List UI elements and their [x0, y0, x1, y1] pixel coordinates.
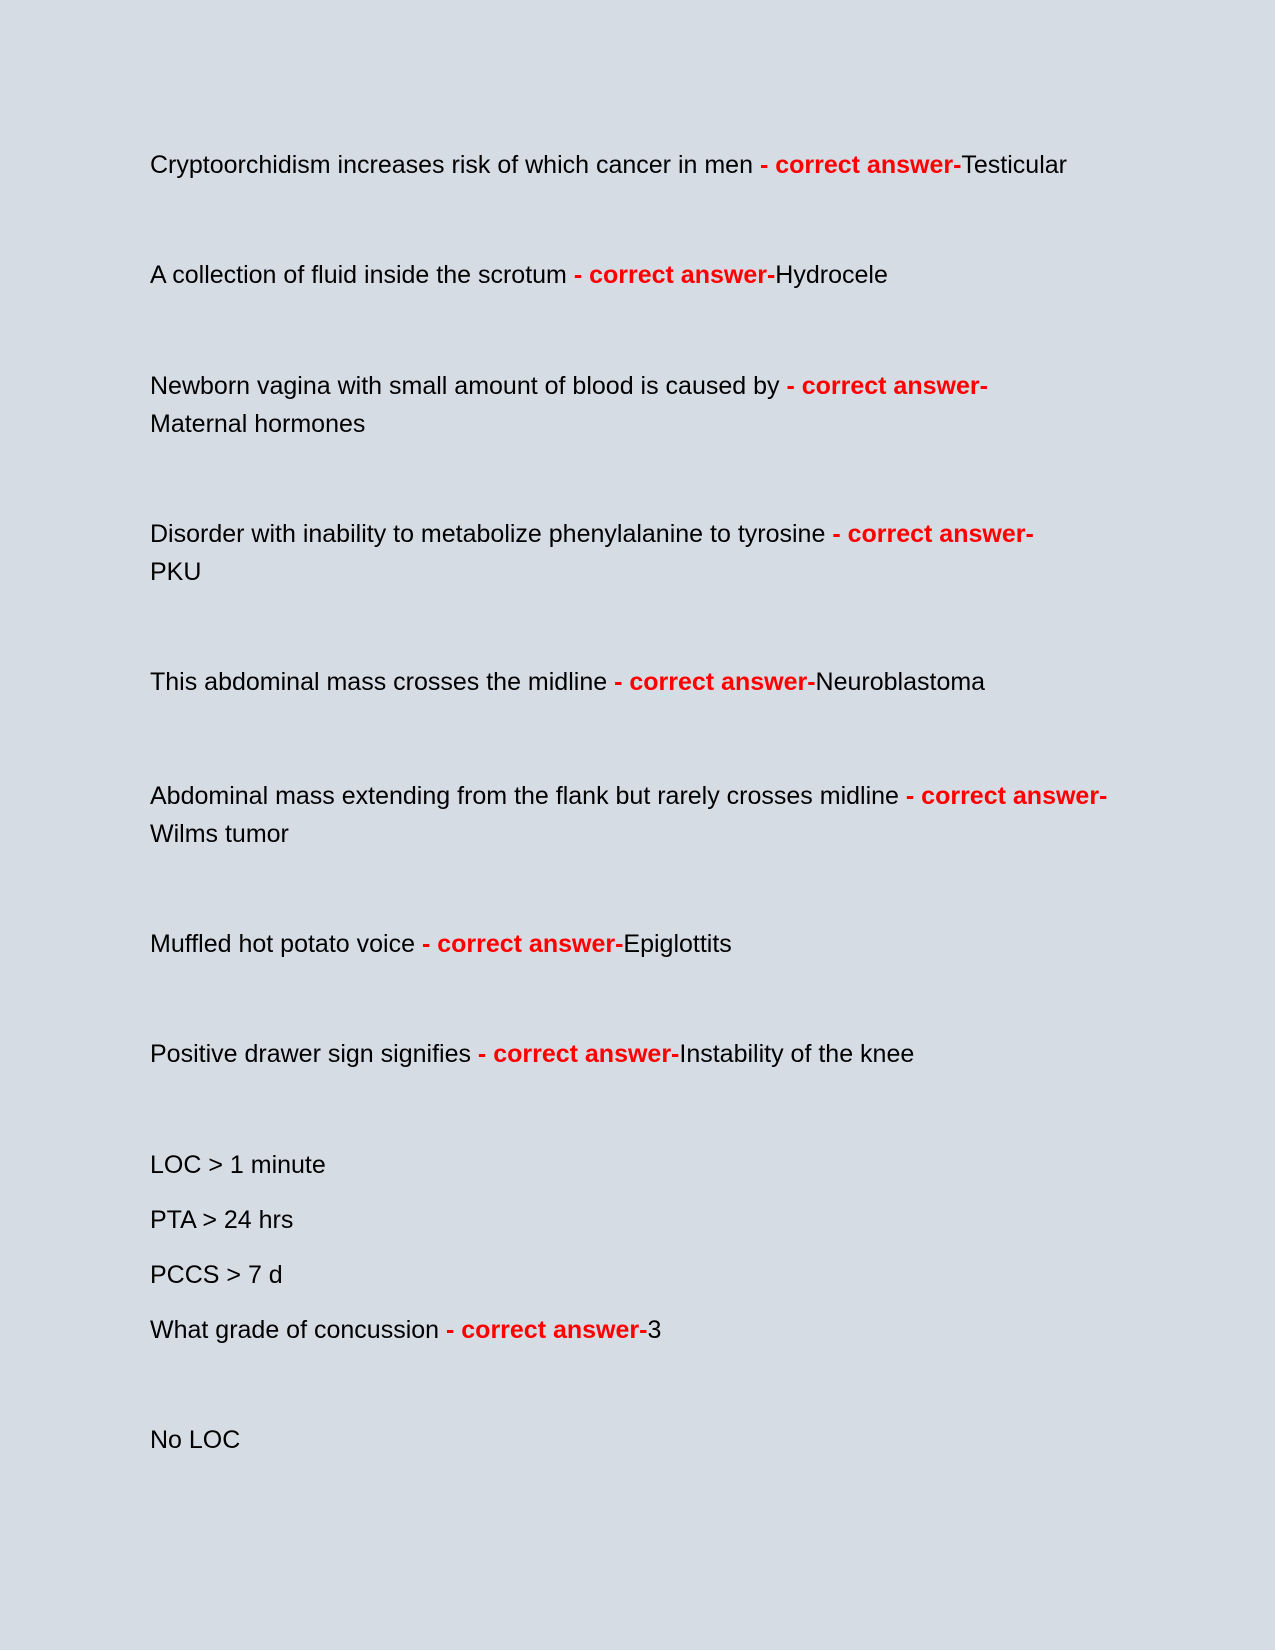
question-text: What grade of concussion: [150, 1316, 446, 1344]
answer-text: Maternal hormones: [150, 410, 366, 438]
concussion-criterion: PCCS > 7 d: [150, 1261, 283, 1289]
correct-answer-label: - correct answer-: [421, 930, 624, 958]
answer-text: Neuroblastoma: [815, 668, 986, 696]
question-text: Abdominal mass extending from the flank but rarely crosses midline: [150, 782, 906, 810]
qa-item: [150, 1311, 1135, 1349]
qa-item: [150, 777, 1135, 853]
answer-text: PKU: [150, 558, 202, 586]
question-text: Newborn vagina with small amount of blood is caused by: [150, 372, 787, 400]
answer-text: Instability of the knee: [679, 1040, 915, 1068]
trailing-text: No LOC: [150, 1426, 241, 1454]
qa-item: [150, 925, 1135, 963]
concussion-criterion: PTA > 24 hrs: [150, 1206, 294, 1234]
question-text: Positive drawer sign signifies: [150, 1040, 478, 1068]
qa-item: [150, 663, 1135, 701]
correct-answer-label: - correct answer-: [905, 782, 1108, 810]
correct-answer-label: - correct answer-: [573, 261, 776, 289]
answer-text: Hydrocele: [775, 261, 888, 289]
qa-item: [150, 367, 1135, 443]
question-text: Muffled hot potato voice: [150, 930, 422, 958]
qa-item: [150, 1035, 1135, 1073]
answer-text: Wilms tumor: [150, 820, 289, 848]
question-text: Disorder with inability to metabolize phenylalanine to tyrosine: [150, 520, 833, 548]
correct-answer-label: - correct answer-: [446, 1316, 648, 1344]
concussion-criterion: LOC > 1 minute: [150, 1151, 326, 1179]
answer-text: Epiglottits: [623, 930, 732, 958]
correct-answer-label: - correct answer-: [832, 520, 1034, 548]
answer-text: 3: [647, 1316, 662, 1344]
correct-answer-label: - correct answer-: [614, 668, 816, 696]
qa-item: [150, 515, 1135, 591]
qa-item: [150, 146, 1135, 184]
question-text: A collection of fluid inside the scrotum: [150, 261, 574, 289]
question-text: This abdominal mass crosses the midline: [150, 668, 615, 696]
question-text: Cryptoorchidism increases risk of which cancer in men: [150, 151, 760, 179]
correct-answer-label: - correct answer-: [477, 1040, 680, 1068]
correct-answer-label: - correct answer-: [759, 151, 962, 179]
correct-answer-label: - correct answer-: [786, 372, 988, 400]
answer-text: Testicular: [961, 151, 1067, 179]
qa-item: [150, 256, 1135, 294]
